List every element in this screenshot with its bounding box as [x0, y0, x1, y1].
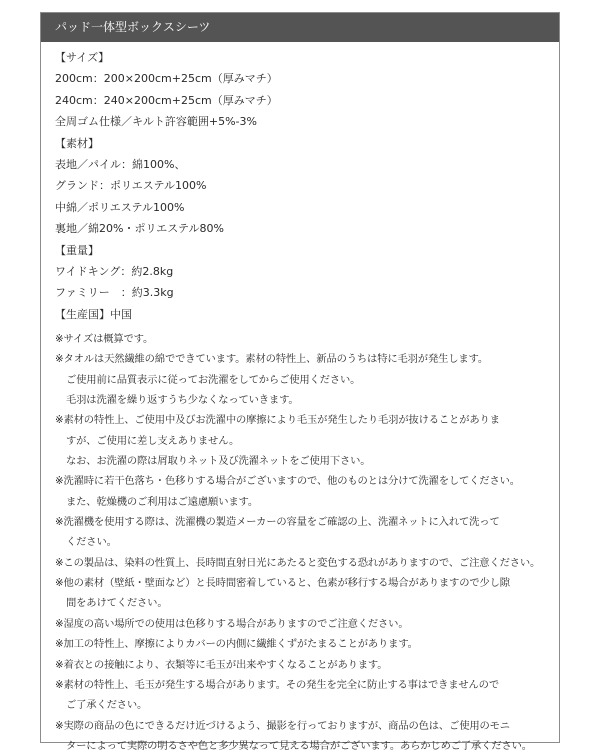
note-line: ※サイズは概算です。 [55, 333, 154, 345]
note-line: ターによって実際の明るさや色と多少異なって見える場合がございます。あらかじめご了承ください。 [66, 739, 532, 752]
note-line: ※洗濯時に若干色落ち・色移りする場合がございますので、他のものとは分けて洗濯をしてください。 [55, 475, 520, 488]
note-line: ※実際の商品の色にできるだけ近づけるよう、撮影を行っておりますが、商品の色は、ご使用のモニ [55, 719, 510, 732]
spec-line: 【サイズ】 [55, 51, 110, 64]
spec-line: 【素材】 [55, 136, 99, 150]
spec-line: 200cm：200×200cm+25cm（厚みマチ） [55, 72, 278, 86]
note-line: ください。 [66, 536, 117, 549]
panel-header [41, 13, 559, 42]
note-line: ※着衣との接触により、衣類等に毛玉が出来やすくなることがあります。 [55, 658, 388, 671]
panel-title: パッド一体型ボックスシーツ [55, 20, 211, 34]
spec-line: ファミリー ：約3.3kg [55, 286, 174, 300]
spec-line: 裏地／綿20%・ポリエステル80% [55, 222, 224, 236]
note-line: ※加工の特性上、摩擦によりカバーの内側に繊維くずがたまることがあります。 [55, 638, 418, 651]
spec-line: ワイドキング：約2.8kg [55, 264, 174, 278]
spec-line: 表地／パイル：綿100%、 [55, 157, 186, 171]
note-line: ご使用前に品質表示に従ってお洗濯をしてからご使用ください。 [66, 373, 361, 386]
note-line: ※素材の特性上、毛玉が発生する場合があります。その発生を完全に防止する事はできませんので [55, 678, 499, 691]
spec-line: 【生産国】中国 [55, 307, 132, 321]
notes-list [55, 329, 553, 756]
note-line: ※この製品は、染料の性質上、長時間直射日光にあたると変色する恐れがありますので、ご注意ください。 [55, 556, 541, 569]
note-line: なお、お洗濯の際は屑取りネット及び洗濯ネットをご使用下さい。 [66, 455, 371, 468]
spec-list [55, 47, 278, 325]
note-line: ※素材の特性上、ご使用中及びお洗濯中の摩擦により毛玉が発生したり毛羽が抜けることがありま [55, 414, 500, 427]
note-line: ご了承ください。 [66, 699, 148, 712]
note-line: ※湿度の高い場所での使用は色移りする場合がありますのでご注意ください。 [55, 617, 409, 630]
spec-line: 【重量】 [55, 243, 99, 257]
note-line: ※他の素材（壁紙・壁面など）と長時間密着していると、色素が移行する場合がありますので少し隙 [55, 577, 510, 590]
spec-line: グランド：ポリエステル100% [55, 179, 207, 193]
note-line: ※タオルは天然繊維の綿でできています。素材の特性上、新品のうちは特に毛羽が発生します。 [55, 353, 488, 366]
spec-panel [40, 12, 560, 752]
note-line: 間をあけてください。 [66, 597, 168, 610]
note-line: 毛羽は洗濯を繰り返すうち少なくなっていきます。 [66, 394, 299, 407]
note-line: また、乾燥機のご利用はご遠慮願います。 [66, 495, 258, 508]
note-line: すが、ご使用に差し支えありません。 [66, 434, 240, 447]
spec-line: 全周ゴム仕様／キルト許容範囲+5%-3% [55, 115, 257, 129]
note-line: ※洗濯機を使用する際は、洗濯機の製造メーカーの容量をご確認の上、洗濯ネットに入れて洗って [55, 516, 500, 529]
spec-line: 240cm：240×200cm+25cm（厚みマチ） [55, 93, 278, 107]
spec-line: 中綿／ポリエステル100% [55, 200, 185, 214]
